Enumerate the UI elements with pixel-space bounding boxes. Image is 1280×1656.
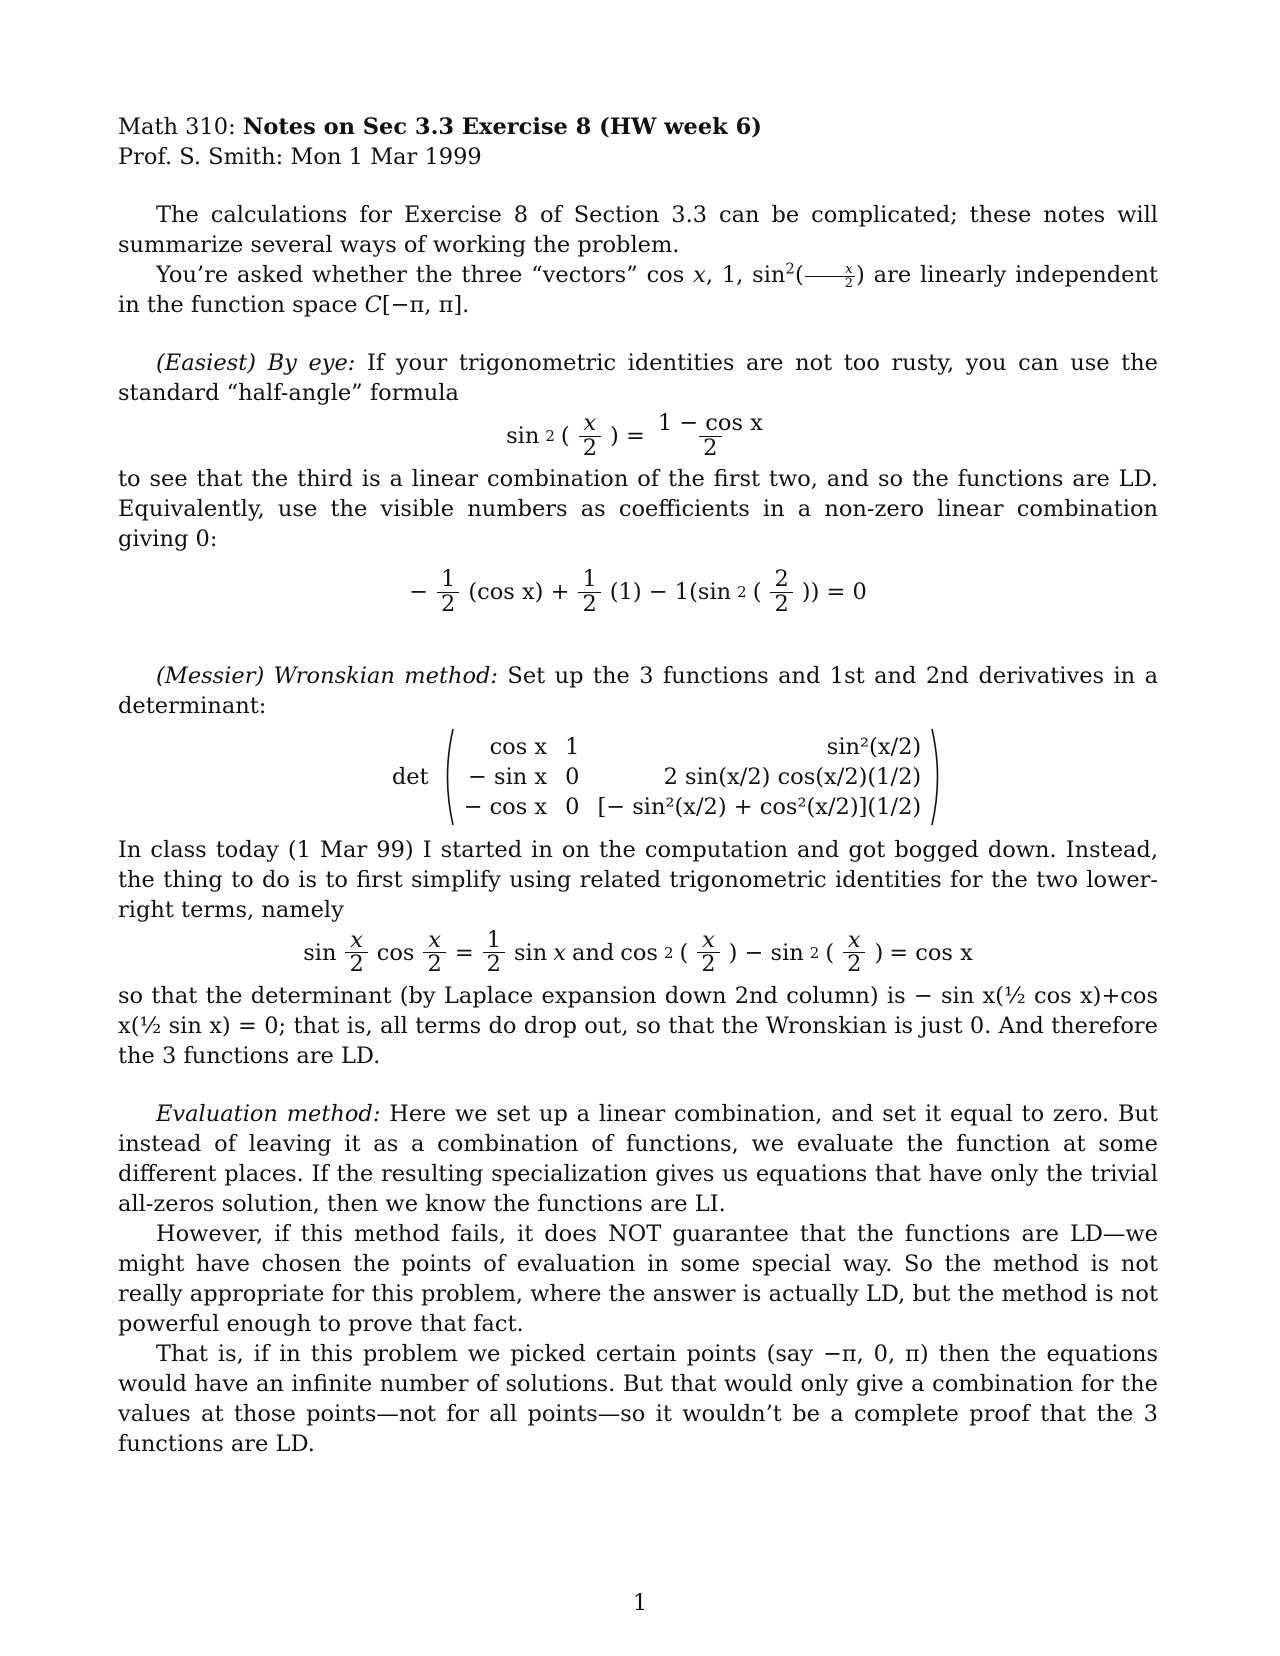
matrix-row: − cos x 0 [− sin²(x/2) + cos²(x/2)](1/2) — [463, 793, 922, 820]
question-paragraph: You’re asked whether the three “vectors” cos x, 1, $\sin^2$( $\frac{x}{2}$ ) are linearly independent in the function space C[−π, π]. — [118, 259, 1158, 318]
easiest-method-label: (Easiest) By eye: — [156, 350, 356, 376]
matrix-row: cos x 1 sin²(x/2) — [489, 733, 922, 760]
easiest-method-paragraph: (Easiest) By eye: If your trigonometric identities are not too rusty, you can use the standard “half-angle” formula — [118, 350, 1158, 406]
document-title-line — [118, 112, 1158, 142]
page-number: 1 — [632, 1590, 648, 1616]
easiest-method-conclusion: to see that the third is a linear combination of the first two, and so the functions are LD. Equivalently, use the visible numbers as coefficients in a non-zero linear combination giving 0: — [118, 466, 1158, 553]
intro-paragraph: The calculations for Exercise 8 of Section 3.3 can be complicated; these notes will summarize several ways of working the problem. — [118, 202, 1158, 258]
trig-identities: sin $\frac{x}{2}$ cos $\frac{x}{2}$ = $\frac{1}{2}$ sin x and cos 2 ( $\frac{x}{2}$ ) − sin 2 ( $\frac{x}{2}$ ) = cos x — [303, 926, 973, 978]
determinant-matrix — [455, 732, 931, 822]
wronskian-method-paragraph: (Messier) Wronskian method: Set up the 3 functions and 1st and 2nd derivatives in a determinant: — [118, 662, 1158, 719]
class-note-paragraph: In class today (1 Mar 99) I started in on the computation and got bogged down. Instead, the thing to do is to first simplify using related trigonometric identities for the two lower-right terms, namely — [118, 836, 1158, 923]
determinant-conclusion: so that the determinant (by Laplace expansion down 2nd column) is − sin x(½ cos x)+cos x(½ sin x) = 0; that is, all terms do drop out, so that the Wronskian is just 0. And therefore the 3 functions are LD. — [118, 982, 1158, 1069]
left-paren-icon — [441, 727, 455, 827]
half-angle-formula: sin 2 ( $\frac{x}{2}$ ) = $\frac{\text{1 − cos x}}{2}$ — [506, 410, 763, 461]
wronskian-determinant: det cos x 1 sin²(x/2) − sin x 0 2 sin(x/2) cos(x/2)(1/2) − cos x 0 [− sin²(x/2) + cos²(x/2)](1/2) — [178, 727, 1158, 827]
evaluation-method-label: Evaluation method: — [156, 1100, 381, 1127]
linear-combination-equation: − $\frac{1}{2}$ (cos x) + $\frac{1}{2}$ (1) − 1(sin 2 ( $\frac{2}{2}$ )) = 0 — [409, 566, 867, 617]
evaluation-example-paragraph: That is, if in this problem we picked certain points (say −π, 0, π) then the equations would have an infinite number of solutions. But that would only give a combination for the values at those points—not for all points—so it wouldn’t be a complete proof that the 3 functions are LD. — [118, 1340, 1158, 1457]
evaluation-caveat-paragraph: However, if this method fails, it does NOT guarantee that the functions are LD—we might have chosen the points of evaluation in some special way. So the method is not really appropriate for this problem, where the answer is actually LD, but the method is not powerful enough to prove that fact. — [118, 1220, 1158, 1337]
document-title: Notes on Sec 3.3 Exercise 8 (HW week 6) — [242, 114, 762, 140]
document-page — [118, 112, 1158, 1459]
right-paren-icon — [930, 727, 944, 827]
wronskian-method-label: (Messier) Wronskian method: — [156, 662, 499, 689]
byline: Prof. S. Smith: Mon 1 Mar 1999 — [118, 144, 482, 170]
course-label: Math 310: — [118, 114, 243, 140]
matrix-row: − sin x 0 2 sin(x/2) cos(x/2)(1/2) — [468, 763, 922, 790]
evaluation-method-paragraph: Evaluation method: Here we set up a linear combination, and set it equal to zero. But instead of leaving it as a combination of functions, we evaluate the function at some different places. If the resulting specialization gives us equations that have only the trivial all-zeros solution, then we know the functions are LI. — [118, 1100, 1158, 1217]
